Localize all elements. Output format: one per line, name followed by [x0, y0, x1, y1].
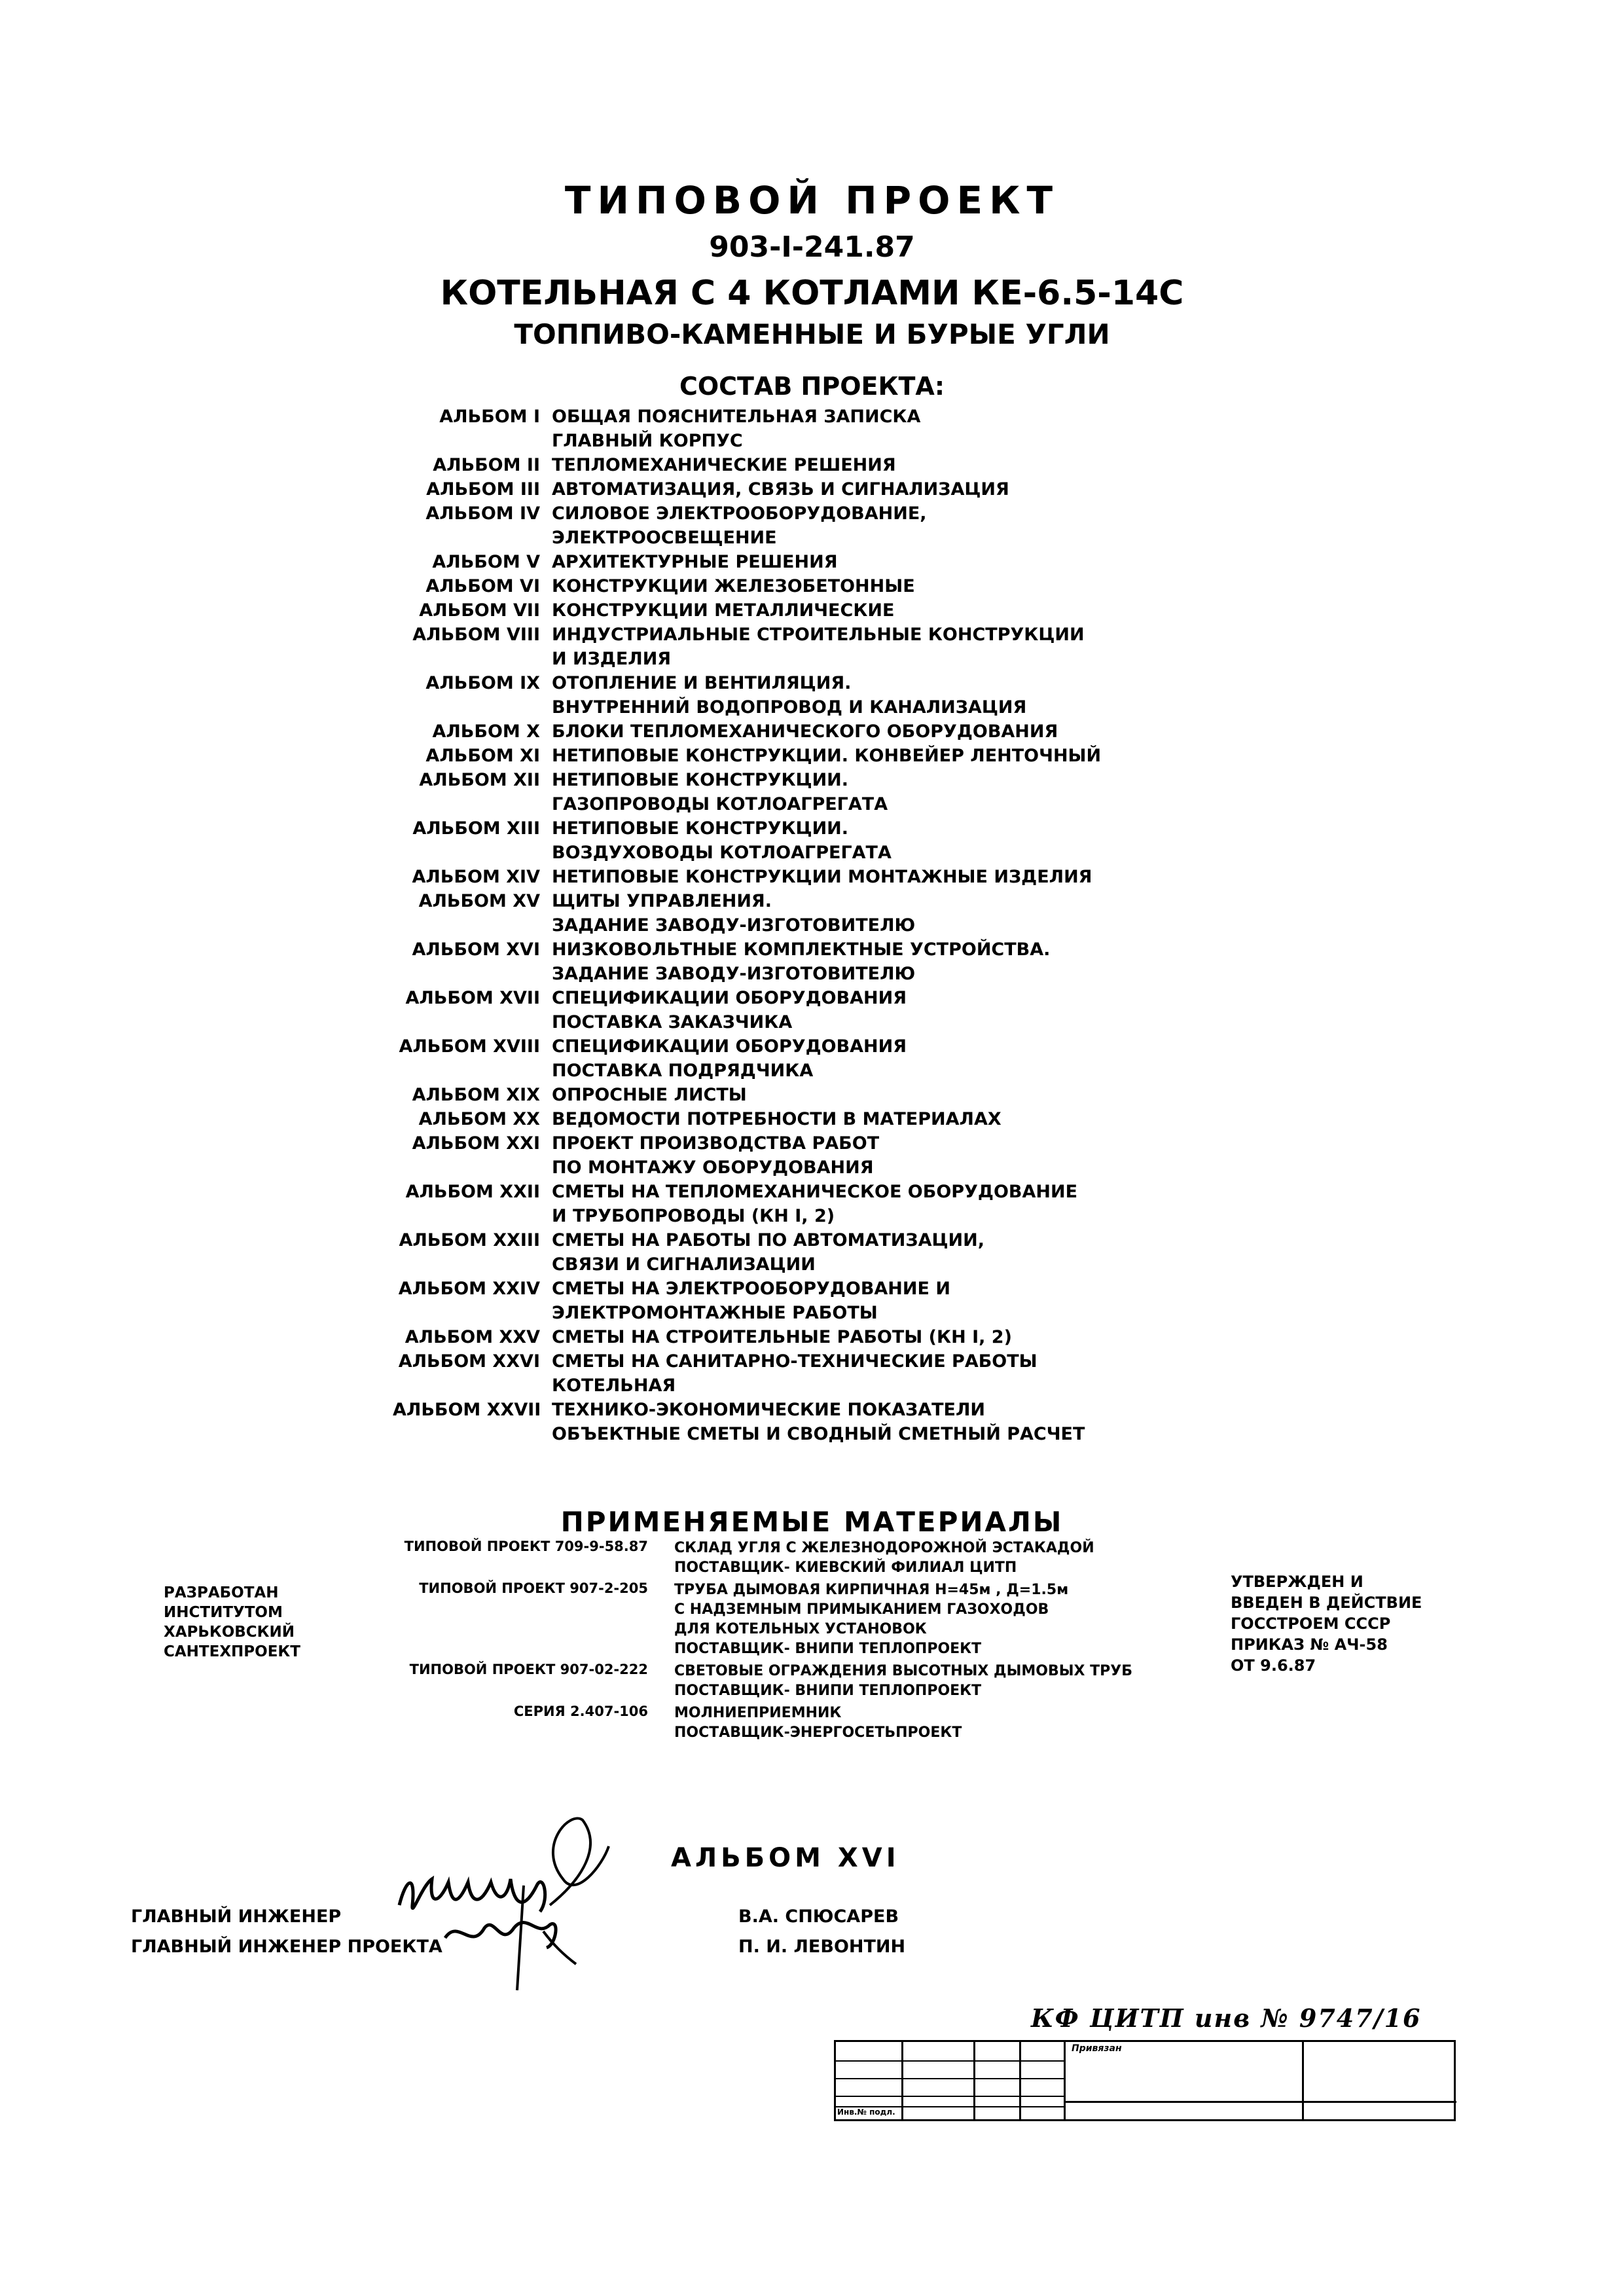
album-label: АЛЬБОМ I: [439, 407, 540, 427]
stamp-bottom-label: Инв.№ подл.: [837, 2107, 895, 2117]
album-label: АЛЬБОМ XV: [418, 891, 540, 911]
album-row: [393, 1180, 1244, 1204]
album-title: КОНСТРУКЦИИ ЖЕЛЕЗОБЕТОННЫЕ: [552, 576, 915, 596]
album-row: [393, 477, 1244, 501]
album-label: АЛЬБОМ XX: [418, 1109, 540, 1129]
album-row: [393, 1398, 1244, 1422]
album-row: [393, 1156, 1244, 1180]
material-ref: ТИПОВОЙ ПРОЕКТ 709-9-58.87: [404, 1539, 648, 1554]
album-label: АЛЬБОМ XI: [425, 746, 540, 766]
album-row: [393, 986, 1244, 1010]
album-row: [393, 1374, 1244, 1398]
approval-line: ОТ 9.6.87: [1231, 1656, 1316, 1675]
material-line: СКЛАД УГЛЯ С ЖЕЛЕЗНОДОРОЖНОЙ ЭСТАКАДОЙ: [674, 1540, 1094, 1556]
album-title: ПРОЕКТ ПРОИЗВОДСТВА РАБОТ: [552, 1133, 880, 1154]
album-title: ПОСТАВКА ЗАКАЗЧИКА: [552, 1012, 793, 1032]
album-row: [393, 429, 1244, 453]
album-title: ГЛАВНЫЙ КОРПУС: [552, 431, 743, 451]
album-title: ОБЩАЯ ПОЯСНИТЕЛЬНАЯ ЗАПИСКА: [552, 407, 921, 427]
album-title: СПЕЦИФИКАЦИИ ОБОРУДОВАНИЯ: [552, 1036, 907, 1057]
album-row: [393, 1107, 1244, 1131]
album-number: АЛЬБОМ XVI: [671, 1843, 900, 1873]
stamp-table: [834, 2040, 1456, 2121]
album-row: [393, 695, 1244, 720]
album-label: АЛЬБОМ XXVII: [393, 1400, 541, 1420]
album-row: [393, 501, 1244, 526]
album-title: ТЕХНИКО-ЭКОНОМИЧЕСКИЕ ПОКАЗАТЕЛИ: [552, 1400, 986, 1420]
album-row: [393, 744, 1244, 768]
album-label: АЛЬБОМ XVI: [412, 939, 540, 960]
album-label: АЛЬБОМ II: [433, 455, 540, 475]
doc-title: ТИПОВОЙ ПРОЕКТ: [564, 178, 1060, 223]
album-row: [393, 671, 1244, 695]
album-row: [393, 647, 1244, 671]
album-label: АЛЬБОМ III: [426, 479, 540, 500]
album-row: [393, 816, 1244, 841]
album-title: НЕТИПОВЫЕ КОНСТРУКЦИИ. КОНВЕЙЕР ЛЕНТОЧНЫЙ: [552, 746, 1102, 766]
album-label: АЛЬБОМ XXII: [405, 1182, 540, 1202]
album-title: ЭЛЕКТРООСВЕЩЕНИЕ: [552, 528, 777, 548]
album-title: БЛОКИ ТЕПЛОМЕХАНИЧЕСКОГО ОБОРУДОВАНИЯ: [552, 721, 1058, 742]
album-title: СМЕТЫ НА ЭЛЕКТРООБОРУДОВАНИЕ И: [552, 1279, 950, 1299]
album-row: [393, 598, 1244, 623]
material-line: ПОСТАВЩИК- ВНИПИ ТЕПЛОПРОЕКТ: [674, 1683, 982, 1699]
album-title: ПО МОНТАЖУ ОБОРУДОВАНИЯ: [552, 1157, 874, 1178]
album-label: АЛЬБОМ VIII: [412, 625, 540, 645]
album-title: ВНУТРЕННИЙ ВОДОПРОВОД И КАНАЛИЗАЦИЯ: [552, 697, 1027, 718]
material-ref: ТИПОВОЙ ПРОЕКТ 907-02-222: [409, 1662, 648, 1677]
inventory-number: КФ ЦИТП инв № 9747/16: [1031, 2003, 1422, 2033]
developer-line: ИНСТИТУТОМ: [164, 1604, 283, 1621]
approval-block: [1231, 1571, 1422, 1676]
developer-block: [164, 1583, 300, 1662]
album-title: СМЕТЫ НА РАБОТЫ ПО АВТОМАТИЗАЦИИ,: [552, 1230, 984, 1250]
album-row: [393, 453, 1244, 477]
album-label: АЛЬБОМ XXV: [405, 1327, 540, 1347]
album-label: АЛЬБОМ IX: [425, 673, 540, 693]
materials-heading: ПРИМЕНЯЕМЫЕ МАТЕРИАЛЫ: [560, 1506, 1064, 1538]
developer-line: ХАРЬКОВСКИЙ: [164, 1624, 295, 1641]
album-row: [393, 623, 1244, 647]
album-row: [393, 526, 1244, 550]
project-subtitle: КОТЕЛЬНАЯ С 4 КОТЛАМИ КЕ-6.5-14С: [440, 274, 1184, 313]
album-label: АЛЬБОМ XVIII: [399, 1036, 540, 1057]
album-row: [393, 913, 1244, 938]
signature-role-chief-engineer: ГЛАВНЫЙ ИНЖЕНЕР: [131, 1906, 342, 1927]
material-line: ПОСТАВЩИК-ЭНЕРГОСЕТЬПРОЕКТ: [674, 1724, 962, 1741]
project-code: 903-I-241.87: [709, 230, 915, 264]
album-title: ЗАДАНИЕ ЗАВОДУ-ИЗГОТОВИТЕЛЮ: [552, 964, 916, 984]
album-row: [393, 574, 1244, 598]
album-row: [393, 1325, 1244, 1349]
album-title: СИЛОВОЕ ЭЛЕКТРООБОРУДОВАНИЕ,: [552, 503, 927, 524]
album-row: [393, 1010, 1244, 1034]
album-title: ЭЛЕКТРОМОНТАЖНЫЕ РАБОТЫ: [552, 1303, 878, 1323]
album-title: СМЕТЫ НА СТРОИТЕЛЬНЫЕ РАБОТЫ (КН I, 2): [552, 1327, 1012, 1347]
approval-line: ПРИКАЗ № АЧ-58: [1231, 1635, 1388, 1654]
approval-line: ГОССТРОЕМ СССР: [1231, 1614, 1391, 1633]
album-title: ГАЗОПРОВОДЫ КОТЛОАГРЕГАТА: [552, 794, 888, 814]
album-title: СПЕЦИФИКАЦИИ ОБОРУДОВАНИЯ: [552, 988, 907, 1008]
composition-heading: СОСТАВ ПРОЕКТА:: [679, 372, 945, 401]
material-line: ПОСТАВЩИК- КИЕВСКИЙ ФИЛИАЛ ЦИТП: [674, 1559, 1017, 1576]
album-title: ИНДУСТРИАЛЬНЫЕ СТРОИТЕЛЬНЫЕ КОНСТРУКЦИИ: [552, 625, 1085, 645]
album-row: [393, 841, 1244, 865]
album-label: АЛЬБОМ XVII: [405, 988, 540, 1008]
album-row: [393, 1059, 1244, 1083]
signature-name-chief-engineer: В.А. СПЮСАРЕВ: [738, 1906, 899, 1927]
material-line: С НАДЗЕМНЫМ ПРИМЫКАНИЕМ ГАЗОХОДОВ: [674, 1601, 1049, 1618]
album-row: [393, 1277, 1244, 1301]
material-line: СВЕТОВЫЕ ОГРАЖДЕНИЯ ВЫСОТНЫХ ДЫМОВЫХ ТРУБ: [674, 1663, 1133, 1679]
album-row: [393, 1422, 1244, 1446]
album-row: [393, 550, 1244, 574]
album-label: АЛЬБОМ VI: [425, 576, 540, 596]
album-label: АЛЬБОМ XIII: [412, 818, 540, 839]
album-title: СВЯЗИ И СИГНАЛИЗАЦИИ: [552, 1254, 816, 1275]
approval-line: УТВЕРЖДЕН И: [1231, 1573, 1363, 1591]
album-title: СМЕТЫ НА ТЕПЛОМЕХАНИЧЕСКОЕ ОБОРУДОВАНИЕ: [552, 1182, 1078, 1202]
album-row: [393, 1083, 1244, 1107]
handwritten-signature: [386, 1807, 753, 1997]
album-label: АЛЬБОМ XXI: [412, 1133, 540, 1154]
album-label: АЛЬБОМ XXVI: [398, 1351, 540, 1372]
developer-line: САНТЕХПРОЕКТ: [164, 1643, 300, 1660]
album-row: [393, 768, 1244, 792]
album-row: [393, 720, 1244, 744]
album-label: АЛЬБОМ XXIII: [399, 1230, 540, 1250]
album-title: ОБЪЕКТНЫЕ СМЕТЫ И СВОДНЫЙ СМЕТНЫЙ РАСЧЕТ: [552, 1424, 1085, 1444]
album-label: АЛЬБОМ V: [432, 552, 540, 572]
album-row: [393, 1034, 1244, 1059]
material-line: ПОСТАВЩИК- ВНИПИ ТЕПЛОПРОЕКТ: [674, 1641, 982, 1657]
album-title: НЕТИПОВЫЕ КОНСТРУКЦИИ МОНТАЖНЫЕ ИЗДЕЛИЯ: [552, 867, 1092, 887]
album-row: [393, 792, 1244, 816]
album-row: [393, 1131, 1244, 1156]
signature-role-project-engineer: ГЛАВНЫЙ ИНЖЕНЕР ПРОЕКТА: [131, 1937, 442, 1957]
album-row: [393, 1228, 1244, 1252]
album-label: АЛЬБОМ VII: [419, 600, 540, 621]
album-row: [393, 1204, 1244, 1228]
album-label: АЛЬБОМ IV: [425, 503, 540, 524]
album-row: [393, 938, 1244, 962]
developer-line: РАЗРАБОТАН: [164, 1584, 279, 1601]
album-title: ОТОПЛЕНИЕ И ВЕНТИЛЯЦИЯ.: [552, 673, 852, 693]
album-row: [393, 1349, 1244, 1374]
album-label: АЛЬБОМ XIX: [412, 1085, 540, 1105]
album-label: АЛЬБОМ X: [432, 721, 540, 742]
album-row: [393, 889, 1244, 913]
album-title: И ИЗДЕЛИЯ: [552, 649, 672, 669]
album-title: И ТРУБОПРОВОДЫ (КН I, 2): [552, 1206, 835, 1226]
album-label: АЛЬБОМ XII: [419, 770, 540, 790]
album-title: ЩИТЫ УПРАВЛЕНИЯ.: [552, 891, 772, 911]
album-title: КОТЕЛЬНАЯ: [552, 1376, 676, 1396]
album-title: АРХИТЕКТУРНЫЕ РЕШЕНИЯ: [552, 552, 838, 572]
album-title: ОПРОСНЫЕ ЛИСТЫ: [552, 1085, 747, 1105]
album-title: СМЕТЫ НА САНИТАРНО-ТЕХНИЧЕСКИЕ РАБОТЫ: [552, 1351, 1038, 1372]
approval-line: ВВЕДЕН В ДЕЙСТВИЕ: [1231, 1594, 1422, 1612]
album-title: ПОСТАВКА ПОДРЯДЧИКА: [552, 1061, 814, 1081]
album-title: ВОЗДУХОВОДЫ КОТЛОАГРЕГАТА: [552, 843, 892, 863]
album-title: ВЕДОМОСТИ ПОТРЕБНОСТИ В МАТЕРИАЛАХ: [552, 1109, 1001, 1129]
album-row: [393, 1301, 1244, 1325]
signature-name-project-engineer: П. И. ЛЕВОНТИН: [738, 1937, 906, 1957]
album-row: [393, 1252, 1244, 1277]
album-label: АЛЬБОМ XXIV: [398, 1279, 540, 1299]
album-title: КОНСТРУКЦИИ МЕТАЛЛИЧЕСКИЕ: [552, 600, 895, 621]
material-ref: ТИПОВОЙ ПРОЕКТ 907-2-205: [419, 1580, 648, 1596]
album-title: НЕТИПОВЫЕ КОНСТРУКЦИИ.: [552, 770, 849, 790]
album-title: НИЗКОВОЛЬТНЫЕ КОМПЛЕКТНЫЕ УСТРОЙСТВА.: [552, 939, 1051, 960]
album-title: ЗАДАНИЕ ЗАВОДУ-ИЗГОТОВИТЕЛЮ: [552, 915, 916, 936]
album-row: [393, 405, 1244, 429]
material-ref: СЕРИЯ 2.407-106: [513, 1704, 648, 1719]
material-line: ДЛЯ КОТЕЛЬНЫХ УСТАНОВОК: [674, 1621, 927, 1637]
stamp-label: Привязан: [1072, 2043, 1122, 2054]
album-title: ТЕПЛОМЕХАНИЧЕСКИЕ РЕШЕНИЯ: [552, 455, 896, 475]
album-title: НЕТИПОВЫЕ КОНСТРУКЦИИ.: [552, 818, 849, 839]
album-title: АВТОМАТИЗАЦИЯ, СВЯЗЬ И СИГНАЛИЗАЦИЯ: [552, 479, 1009, 500]
material-line: ТРУБА ДЫМОВАЯ КИРПИЧНАЯ Н=45м , Д=1.5м: [674, 1582, 1069, 1598]
album-row: [393, 962, 1244, 986]
material-line: МОЛНИЕПРИЕМНИК: [674, 1705, 842, 1721]
album-label: АЛЬБОМ XIV: [412, 867, 540, 887]
fuel-line: ТОППИВО-КАМЕННЫЕ И БУРЫЕ УГЛИ: [514, 318, 1110, 350]
album-row: [393, 865, 1244, 889]
